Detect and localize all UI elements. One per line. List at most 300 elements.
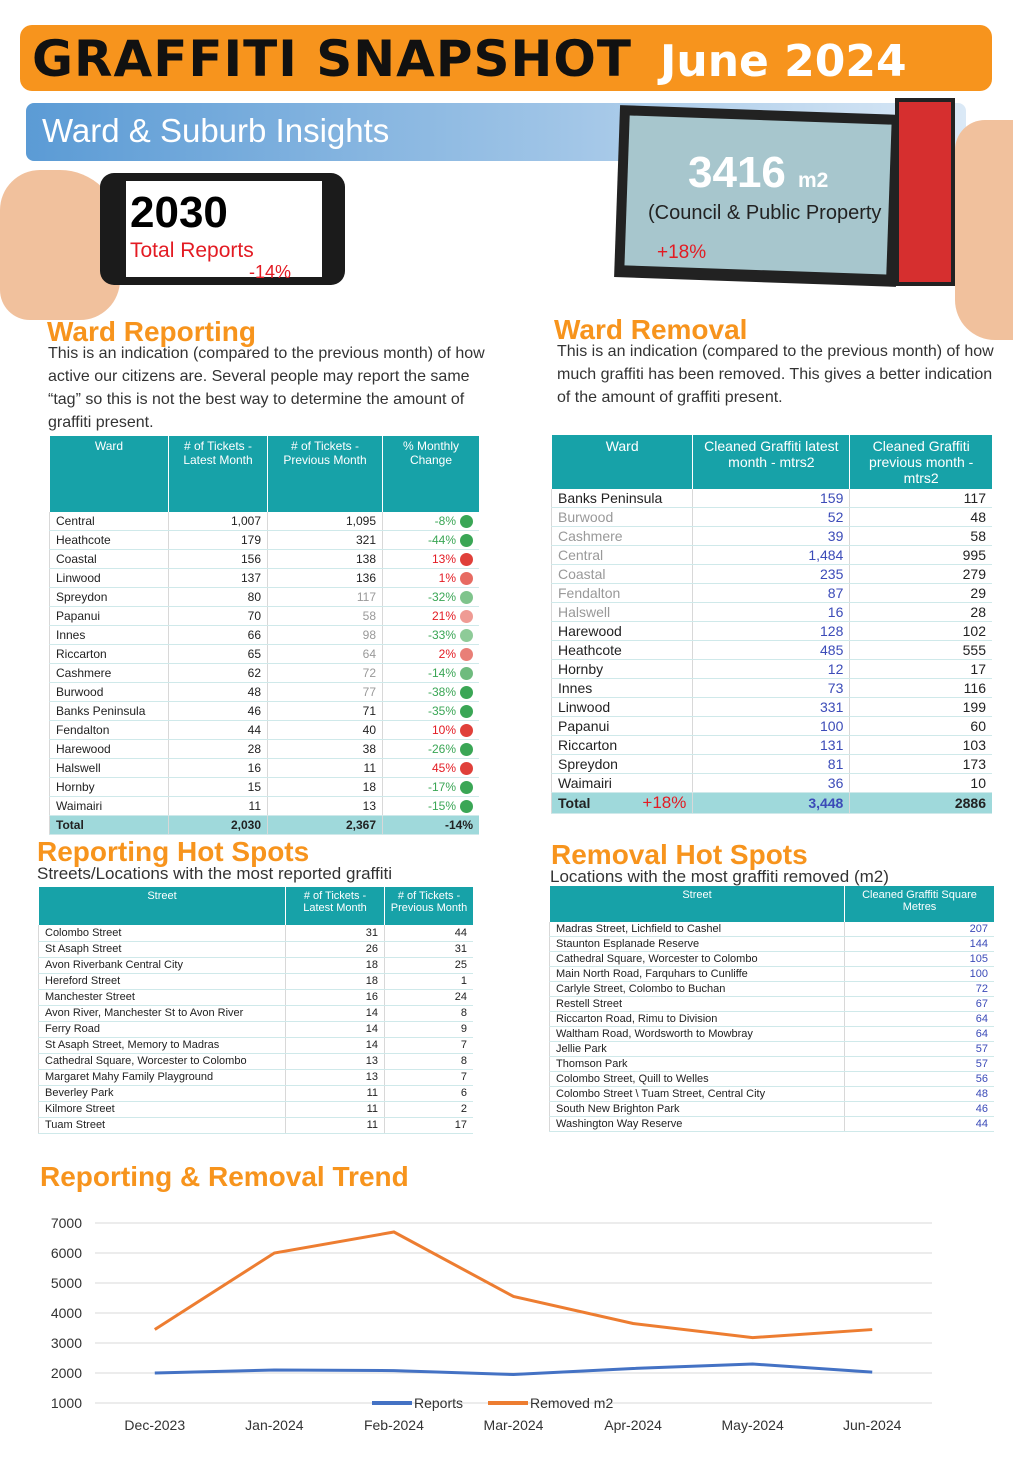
ward-cell: Coastal: [552, 565, 693, 584]
total-change: +18%: [642, 793, 687, 812]
table-row[interactable]: [550, 1012, 995, 1027]
latest-cell: 26: [286, 941, 385, 957]
table-row[interactable]: [550, 1072, 995, 1087]
table-row[interactable]: [550, 937, 995, 952]
table-row[interactable]: [39, 1069, 474, 1085]
change-cell: -8%: [383, 512, 480, 531]
change-cell: 13%: [383, 550, 480, 569]
status-dot-icon: [460, 534, 473, 547]
chart-title: Reporting & Removal Trend: [40, 1161, 409, 1192]
kpi-reports-label: Total Reports: [130, 239, 254, 262]
table-row[interactable]: [50, 778, 480, 797]
ward-reporting-table: [49, 436, 479, 835]
table-row[interactable]: [552, 736, 993, 755]
latest-cell: 14: [286, 1037, 385, 1053]
change-cell: 45%: [383, 759, 480, 778]
table-row[interactable]: [50, 721, 480, 740]
previous-cell: 17: [385, 1117, 474, 1133]
latest-cell: 137: [169, 569, 268, 588]
x-tick-label: Mar-2024: [483, 1417, 544, 1433]
legend-label: Reports: [414, 1395, 464, 1411]
area-cell: 48: [845, 1087, 995, 1102]
ward-reporting-title: Ward Reporting: [47, 316, 256, 347]
total-row[interactable]: [552, 793, 993, 814]
table-row[interactable]: [552, 565, 993, 584]
ward-removal-rows: [552, 489, 993, 814]
latest-cell: 87: [693, 584, 850, 603]
status-dot-icon: [460, 648, 473, 661]
street-cell: Manchester Street: [39, 989, 286, 1005]
latest-cell: 46: [169, 702, 268, 721]
column-header[interactable]: # of Tickets - Previous Month: [268, 436, 383, 512]
previous-cell: 40: [268, 721, 383, 740]
previous-cell: 29: [850, 584, 992, 603]
previous-cell: 44: [385, 925, 474, 941]
x-tick-label: Feb-2024: [363, 1417, 424, 1433]
table-row[interactable]: [39, 1053, 474, 1069]
street-cell: Thomson Park: [550, 1057, 845, 1072]
street-cell: Kilmore Street: [39, 1101, 286, 1117]
previous-cell: 72: [268, 664, 383, 683]
latest-cell: 65: [169, 645, 268, 664]
reporting-hotspots-title: Reporting Hot Spots: [37, 836, 310, 867]
ward-cell: Waimairi: [552, 774, 693, 793]
column-header[interactable]: Ward: [50, 436, 169, 512]
area-cell: 44: [845, 1117, 995, 1132]
previous-cell: 71: [268, 702, 383, 721]
previous-cell: 116: [850, 679, 992, 698]
table-row[interactable]: [39, 1085, 474, 1101]
previous-cell: 28: [850, 603, 992, 622]
series-line: [155, 1232, 872, 1338]
latest-cell: 12: [693, 660, 850, 679]
change-cell: -44%: [383, 531, 480, 550]
latest-cell: 14: [286, 1005, 385, 1021]
reporting-hotspots-rows: [39, 925, 474, 1133]
table-row[interactable]: [552, 527, 993, 546]
table-row[interactable]: [39, 941, 474, 957]
street-cell: Staunton Esplanade Reserve: [550, 937, 845, 952]
table-row[interactable]: [50, 588, 480, 607]
area-cell: 57: [845, 1042, 995, 1057]
status-dot-icon: [460, 629, 473, 642]
previous-cell: 117: [850, 489, 992, 508]
previous-cell: 2: [385, 1101, 474, 1117]
ward-removal-table: [551, 435, 992, 814]
street-cell: Colombo Street, Quill to Welles: [550, 1072, 845, 1087]
column-header[interactable]: Ward: [552, 435, 693, 489]
status-dot-icon: [460, 515, 473, 528]
table-row[interactable]: [552, 679, 993, 698]
table-row[interactable]: [39, 925, 474, 941]
latest-cell: 31: [286, 925, 385, 941]
ward-reporting-rows: [50, 512, 480, 835]
y-tick-label: 5000: [50, 1275, 82, 1291]
column-header[interactable]: # of Tickets - Latest Month: [169, 436, 268, 512]
area-cell: 72: [845, 982, 995, 997]
status-dot-icon: [460, 667, 473, 680]
table-row[interactable]: [552, 717, 993, 736]
ward-cell: Cashmere: [50, 664, 169, 683]
kpi-area-change: +18%: [657, 242, 707, 263]
street-cell: Washington Way Reserve: [550, 1117, 845, 1132]
column-header[interactable]: Street: [550, 886, 845, 922]
table-row[interactable]: [552, 584, 993, 603]
table-row[interactable]: [39, 1101, 474, 1117]
latest-cell: 331: [693, 698, 850, 717]
previous-cell: 321: [268, 531, 383, 550]
previous-cell: 60: [850, 717, 992, 736]
change-cell: -33%: [383, 626, 480, 645]
table-row[interactable]: [552, 755, 993, 774]
latest-cell: 15: [169, 778, 268, 797]
previous-cell: 279: [850, 565, 992, 584]
ward-cell: Hornby: [50, 778, 169, 797]
area-cell: 56: [845, 1072, 995, 1087]
latest-cell: 13: [286, 1069, 385, 1085]
ward-cell: Burwood: [50, 683, 169, 702]
x-tick-label: Jan-2024: [245, 1417, 304, 1433]
street-cell: Main North Road, Farquhars to Cunliffe: [550, 967, 845, 982]
street-cell: Avon Riverbank Central City: [39, 957, 286, 973]
previous-cell: 58: [268, 607, 383, 626]
legend-label: Removed m2: [530, 1395, 614, 1411]
table-row[interactable]: [550, 982, 995, 997]
table-row[interactable]: [550, 922, 995, 937]
street-cell: Restell Street: [550, 997, 845, 1012]
kpi-area-label: (Council & Public Property: [648, 202, 882, 224]
latest-cell: 70: [169, 607, 268, 626]
previous-cell: 1,095: [268, 512, 383, 531]
table-row[interactable]: [50, 683, 480, 702]
column-header[interactable]: Street: [39, 887, 286, 925]
page-title: GRAFFITI SNAPSHOT: [32, 30, 632, 88]
previous-cell: 25: [385, 957, 474, 973]
removal-hotspots-subtitle: Locations with the most graffiti removed (m2): [550, 867, 889, 886]
previous-cell: 7: [385, 1037, 474, 1053]
status-dot-icon: [460, 762, 473, 775]
status-dot-icon: [460, 572, 473, 585]
previous-cell: 48: [850, 508, 992, 527]
change-cell: -26%: [383, 740, 480, 759]
previous-cell: 64: [268, 645, 383, 664]
previous-cell: 10: [850, 774, 992, 793]
total-label-cell: Total +18%: [552, 793, 693, 814]
table-row[interactable]: [50, 740, 480, 759]
change-cell: -38%: [383, 683, 480, 702]
previous-cell: 31: [385, 941, 474, 957]
ward-cell: Linwood: [552, 698, 693, 717]
latest-cell: 62: [169, 664, 268, 683]
latest-cell: 16: [169, 759, 268, 778]
table-row[interactable]: [39, 1117, 474, 1133]
street-cell: Cathedral Square, Worcester to Colombo: [550, 952, 845, 967]
table-row[interactable]: [39, 1005, 474, 1021]
area-cell: 67: [845, 997, 995, 1012]
ward-cell: Riccarton: [552, 736, 693, 755]
kpi-area-value: 3416: [688, 148, 786, 197]
ward-cell: Riccarton: [50, 645, 169, 664]
column-header[interactable]: # of Tickets - Latest Month: [286, 887, 385, 925]
latest-cell: 80: [169, 588, 268, 607]
street-cell: St Asaph Street: [39, 941, 286, 957]
total-cell: 2886: [850, 793, 992, 814]
previous-cell: 6: [385, 1085, 474, 1101]
previous-cell: 77: [268, 683, 383, 702]
previous-cell: 18: [268, 778, 383, 797]
kpi-reports-value: 2030: [130, 188, 228, 237]
latest-cell: 1,484: [693, 546, 850, 565]
latest-cell: 128: [693, 622, 850, 641]
previous-cell: 98: [268, 626, 383, 645]
ward-cell: Harewood: [552, 622, 693, 641]
latest-cell: 100: [693, 717, 850, 736]
street-cell: St Asaph Street, Memory to Madras: [39, 1037, 286, 1053]
column-header[interactable]: Cleaned Graffiti latest month - mtrs2: [693, 435, 850, 489]
previous-cell: 38: [268, 740, 383, 759]
table-row[interactable]: [50, 550, 480, 569]
x-tick-label: May-2024: [721, 1417, 784, 1433]
table-row[interactable]: [550, 1087, 995, 1102]
table-row[interactable]: [550, 1117, 995, 1132]
x-tick-label: Apr-2024: [604, 1417, 662, 1433]
table-row[interactable]: [50, 569, 480, 588]
table-row[interactable]: [39, 1021, 474, 1037]
table-row[interactable]: [550, 1027, 995, 1042]
status-dot-icon: [460, 743, 473, 756]
kpi-area-unit: m2: [798, 169, 829, 192]
change-cell: -17%: [383, 778, 480, 797]
table-row[interactable]: [39, 989, 474, 1005]
table-row[interactable]: [550, 952, 995, 967]
sub-title: Ward & Suburb Insights: [42, 112, 390, 149]
table-row[interactable]: [550, 1042, 995, 1057]
latest-cell: 66: [169, 626, 268, 645]
status-dot-icon: [460, 591, 473, 604]
table-row[interactable]: [50, 797, 480, 816]
status-dot-icon: [460, 705, 473, 718]
area-cell: 144: [845, 937, 995, 952]
ward-cell: Banks Peninsula: [552, 489, 693, 508]
ward-cell: Central: [552, 546, 693, 565]
ward-cell: Papanui: [552, 717, 693, 736]
status-dot-icon: [460, 800, 473, 813]
change-cell: -14%: [383, 664, 480, 683]
table-row[interactable]: [550, 1057, 995, 1072]
ward-cell: Central: [50, 512, 169, 531]
change-cell: -32%: [383, 588, 480, 607]
ward-cell: Burwood: [552, 508, 693, 527]
latest-cell: 16: [286, 989, 385, 1005]
street-cell: Cathedral Square, Worcester to Colombo: [39, 1053, 286, 1069]
table-row[interactable]: [552, 489, 993, 508]
table-row[interactable]: [552, 660, 993, 679]
street-cell: Hereford Street: [39, 973, 286, 989]
previous-cell: 117: [268, 588, 383, 607]
x-tick-label: Jun-2024: [843, 1417, 902, 1433]
latest-cell: 11: [286, 1101, 385, 1117]
area-cell: 105: [845, 952, 995, 967]
table-row[interactable]: [552, 603, 993, 622]
latest-cell: 11: [286, 1085, 385, 1101]
street-cell: Riccarton Road, Rimu to Division: [550, 1012, 845, 1027]
table-row[interactable]: [552, 641, 993, 660]
latest-cell: 14: [286, 1021, 385, 1037]
y-tick-label: 3000: [50, 1335, 82, 1351]
ward-removal-description: This is an indication (compared to the previous month) of how much graffiti has been removed. This gives a better indication of the amount of graffiti present.: [557, 343, 994, 406]
table-row[interactable]: [550, 967, 995, 982]
column-header[interactable]: % Monthly Change: [383, 436, 480, 512]
ward-cell: Innes: [50, 626, 169, 645]
table-row[interactable]: [550, 997, 995, 1012]
previous-cell: 7: [385, 1069, 474, 1085]
previous-cell: 1: [385, 973, 474, 989]
table-row[interactable]: [50, 626, 480, 645]
ward-cell: Innes: [552, 679, 693, 698]
previous-cell: 138: [268, 550, 383, 569]
latest-cell: 16: [693, 603, 850, 622]
area-cell: 46: [845, 1102, 995, 1117]
status-dot-icon: [460, 610, 473, 623]
ward-cell: Halswell: [50, 759, 169, 778]
street-cell: South New Brighton Park: [550, 1102, 845, 1117]
ward-cell: Fendalton: [50, 721, 169, 740]
column-header[interactable]: Cleaned Graffiti previous month - mtrs2: [850, 435, 992, 489]
column-header[interactable]: # of Tickets - Previous Month: [385, 887, 474, 925]
area-cell: 64: [845, 1027, 995, 1042]
latest-cell: 81: [693, 755, 850, 774]
change-cell: 2%: [383, 645, 480, 664]
previous-cell: 199: [850, 698, 992, 717]
reporting-hotspots-table: [38, 887, 473, 1134]
change-cell: -15%: [383, 797, 480, 816]
change-cell: -35%: [383, 702, 480, 721]
street-cell: Waltham Road, Wordsworth to Mowbray: [550, 1027, 845, 1042]
table-row[interactable]: [552, 546, 993, 565]
street-cell: Colombo Street \ Tuam Street, Central City: [550, 1087, 845, 1102]
table-row[interactable]: [39, 973, 474, 989]
hand-right-illustration: [955, 120, 1013, 340]
ward-cell: Hornby: [552, 660, 693, 679]
table-row[interactable]: [550, 1102, 995, 1117]
table-row[interactable]: [552, 622, 993, 641]
latest-cell: 28: [169, 740, 268, 759]
previous-cell: 102: [850, 622, 992, 641]
table-row[interactable]: [50, 531, 480, 550]
ward-cell: Banks Peninsula: [50, 702, 169, 721]
table-row[interactable]: [50, 607, 480, 626]
table-row[interactable]: [39, 1037, 474, 1053]
total-cell: -14%: [383, 816, 480, 835]
table-row[interactable]: [50, 512, 480, 531]
previous-cell: 9: [385, 1021, 474, 1037]
ward-removal-title: Ward Removal: [554, 314, 748, 345]
ward-cell: Spreydon: [50, 588, 169, 607]
previous-cell: 11: [268, 759, 383, 778]
latest-cell: 48: [169, 683, 268, 702]
previous-cell: 13: [268, 797, 383, 816]
y-tick-label: 7000: [50, 1215, 82, 1231]
latest-cell: 39: [693, 527, 850, 546]
ward-cell: Cashmere: [552, 527, 693, 546]
street-cell: Tuam Street: [39, 1117, 286, 1133]
latest-cell: 485: [693, 641, 850, 660]
latest-cell: 73: [693, 679, 850, 698]
latest-cell: 18: [286, 973, 385, 989]
previous-cell: 8: [385, 1053, 474, 1069]
street-cell: Avon River, Manchester St to Avon River: [39, 1005, 286, 1021]
latest-cell: 18: [286, 957, 385, 973]
total-cell: 3,448: [693, 793, 850, 814]
latest-cell: 1,007: [169, 512, 268, 531]
table-row[interactable]: [552, 774, 993, 793]
total-row[interactable]: [50, 816, 480, 835]
status-dot-icon: [460, 686, 473, 699]
ward-cell: Waimairi: [50, 797, 169, 816]
ward-cell: Papanui: [50, 607, 169, 626]
table-row[interactable]: [39, 957, 474, 973]
latest-cell: 36: [693, 774, 850, 793]
ward-cell: Spreydon: [552, 755, 693, 774]
latest-cell: 44: [169, 721, 268, 740]
previous-cell: 136: [268, 569, 383, 588]
total-cell: 2,030: [169, 816, 268, 835]
total-cell: 2,367: [268, 816, 383, 835]
latest-cell: 156: [169, 550, 268, 569]
table-row[interactable]: [552, 698, 993, 717]
column-header[interactable]: Cleaned Graffiti Square Metres: [845, 886, 995, 922]
removal-hotspots-title: Removal Hot Spots: [551, 839, 808, 870]
table-row[interactable]: [50, 759, 480, 778]
y-tick-label: 6000: [50, 1245, 82, 1261]
change-cell: 21%: [383, 607, 480, 626]
scraper-icon: [895, 98, 955, 286]
area-cell: 64: [845, 1012, 995, 1027]
ward-cell: Heathcote: [50, 531, 169, 550]
previous-cell: 17: [850, 660, 992, 679]
status-dot-icon: [460, 724, 473, 737]
trend-chart: [0, 1205, 1013, 1450]
y-tick-label: 2000: [50, 1365, 82, 1381]
previous-cell: 58: [850, 527, 992, 546]
latest-cell: 179: [169, 531, 268, 550]
previous-cell: 995: [850, 546, 992, 565]
latest-cell: 235: [693, 565, 850, 584]
y-tick-label: 4000: [50, 1305, 82, 1321]
latest-cell: 131: [693, 736, 850, 755]
ward-cell: Heathcote: [552, 641, 693, 660]
status-dot-icon: [460, 781, 473, 794]
ward-cell: Harewood: [50, 740, 169, 759]
latest-cell: 159: [693, 489, 850, 508]
previous-cell: 8: [385, 1005, 474, 1021]
street-cell: Madras Street, Lichfield to Cashel: [550, 922, 845, 937]
table-row[interactable]: [552, 508, 993, 527]
total-cell: Total: [50, 816, 169, 835]
street-cell: Jellie Park: [550, 1042, 845, 1057]
removal-hotspots-table: [549, 886, 994, 1132]
previous-cell: 24: [385, 989, 474, 1005]
latest-cell: 52: [693, 508, 850, 527]
table-row[interactable]: [50, 645, 480, 664]
previous-cell: 173: [850, 755, 992, 774]
latest-cell: 11: [286, 1117, 385, 1133]
table-row[interactable]: [50, 702, 480, 721]
area-cell: 57: [845, 1057, 995, 1072]
previous-cell: 103: [850, 736, 992, 755]
table-row[interactable]: [50, 664, 480, 683]
ward-cell: Linwood: [50, 569, 169, 588]
